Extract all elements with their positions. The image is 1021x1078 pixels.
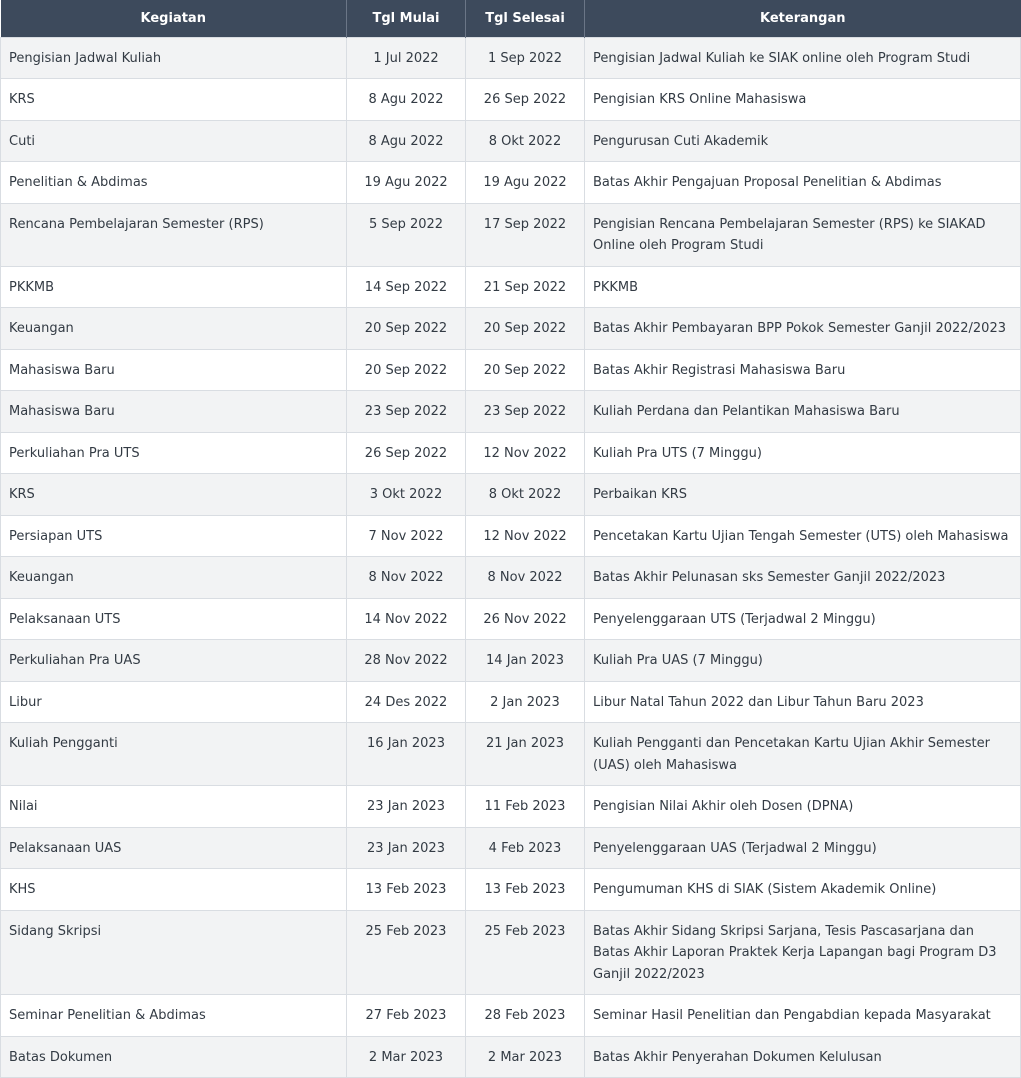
table-row — [1, 598, 1021, 640]
cell-keterangan: Batas Akhir Pelunasan sks Semester Ganjil 2022/2023 — [585, 557, 1021, 599]
table-row — [1, 910, 1021, 995]
table-row — [1, 391, 1021, 433]
cell-kegiatan: KRS — [1, 79, 347, 121]
cell-keterangan: Batas Akhir Pembayaran BPP Pokok Semester Ganjil 2022/2023 — [585, 308, 1021, 350]
cell-tgl-mulai: 23 Jan 2023 — [347, 827, 466, 869]
cell-keterangan: Batas Akhir Pengajuan Proposal Penelitian & Abdimas — [585, 162, 1021, 204]
cell-keterangan: Kuliah Perdana dan Pelantikan Mahasiswa Baru — [585, 391, 1021, 433]
cell-tgl-mulai: 14 Nov 2022 — [347, 598, 466, 640]
cell-keterangan: Batas Akhir Penyerahan Dokumen Kelulusan — [585, 1036, 1021, 1078]
table-row — [1, 786, 1021, 828]
cell-tgl-mulai: 20 Sep 2022 — [347, 349, 466, 391]
cell-tgl-selesai: 20 Sep 2022 — [466, 308, 585, 350]
cell-kegiatan: Keuangan — [1, 557, 347, 599]
table-row — [1, 640, 1021, 682]
cell-kegiatan: Perkuliahan Pra UAS — [1, 640, 347, 682]
cell-keterangan: Pengisian KRS Online Mahasiswa — [585, 79, 1021, 121]
cell-kegiatan: Seminar Penelitian & Abdimas — [1, 995, 347, 1037]
cell-kegiatan: Perkuliahan Pra UTS — [1, 432, 347, 474]
cell-tgl-selesai: 12 Nov 2022 — [466, 432, 585, 474]
cell-keterangan: Batas Akhir Sidang Skripsi Sarjana, Tesis Pascasarjana dan Batas Akhir Laporan Praktek Kerja Lapangan bagi Program D3 Ganjil 2022/2023 — [585, 910, 1021, 995]
cell-tgl-mulai: 28 Nov 2022 — [347, 640, 466, 682]
cell-tgl-selesai: 8 Okt 2022 — [466, 474, 585, 516]
table-row — [1, 162, 1021, 204]
header-keterangan: Keterangan — [585, 0, 1021, 37]
cell-keterangan: Penyelenggaraan UTS (Terjadwal 2 Minggu) — [585, 598, 1021, 640]
table-row — [1, 120, 1021, 162]
cell-tgl-selesai: 4 Feb 2023 — [466, 827, 585, 869]
cell-tgl-selesai: 2 Jan 2023 — [466, 681, 585, 723]
cell-kegiatan: Nilai — [1, 786, 347, 828]
cell-kegiatan: Mahasiswa Baru — [1, 391, 347, 433]
table-row — [1, 869, 1021, 911]
cell-tgl-selesai: 14 Jan 2023 — [466, 640, 585, 682]
cell-tgl-mulai: 20 Sep 2022 — [347, 308, 466, 350]
table-row — [1, 266, 1021, 308]
cell-tgl-selesai: 21 Jan 2023 — [466, 723, 585, 786]
table-row — [1, 1036, 1021, 1078]
cell-tgl-selesai: 1 Sep 2022 — [466, 37, 585, 79]
header-row — [1, 0, 1021, 37]
cell-keterangan: Perbaikan KRS — [585, 474, 1021, 516]
cell-tgl-selesai: 12 Nov 2022 — [466, 515, 585, 557]
cell-tgl-mulai: 1 Jul 2022 — [347, 37, 466, 79]
cell-tgl-mulai: 23 Sep 2022 — [347, 391, 466, 433]
cell-tgl-selesai: 19 Agu 2022 — [466, 162, 585, 204]
cell-tgl-mulai: 23 Jan 2023 — [347, 786, 466, 828]
header-tgl-mulai: Tgl Mulai — [347, 0, 466, 37]
cell-keterangan: Batas Akhir Registrasi Mahasiswa Baru — [585, 349, 1021, 391]
cell-keterangan: Pengisian Nilai Akhir oleh Dosen (DPNA) — [585, 786, 1021, 828]
cell-tgl-mulai: 8 Agu 2022 — [347, 120, 466, 162]
table-row — [1, 557, 1021, 599]
cell-kegiatan: Sidang Skripsi — [1, 910, 347, 995]
cell-tgl-selesai: 21 Sep 2022 — [466, 266, 585, 308]
cell-kegiatan: Penelitian & Abdimas — [1, 162, 347, 204]
table-row — [1, 79, 1021, 121]
cell-tgl-mulai: 3 Okt 2022 — [347, 474, 466, 516]
cell-kegiatan: Pelaksanaan UTS — [1, 598, 347, 640]
cell-tgl-mulai: 8 Agu 2022 — [347, 79, 466, 121]
header-tgl-selesai: Tgl Selesai — [466, 0, 585, 37]
header-kegiatan: Kegiatan — [1, 0, 347, 37]
table-header — [1, 0, 1021, 37]
table-row — [1, 308, 1021, 350]
cell-kegiatan: Kuliah Pengganti — [1, 723, 347, 786]
cell-keterangan: PKKMB — [585, 266, 1021, 308]
cell-keterangan: Seminar Hasil Penelitian dan Pengabdian kepada Masyarakat — [585, 995, 1021, 1037]
table-row — [1, 37, 1021, 79]
cell-keterangan: Libur Natal Tahun 2022 dan Libur Tahun Baru 2023 — [585, 681, 1021, 723]
cell-keterangan: Pengumuman KHS di SIAK (Sistem Akademik Online) — [585, 869, 1021, 911]
cell-kegiatan: Pelaksanaan UAS — [1, 827, 347, 869]
cell-tgl-mulai: 14 Sep 2022 — [347, 266, 466, 308]
cell-kegiatan: Mahasiswa Baru — [1, 349, 347, 391]
cell-kegiatan: Rencana Pembelajaran Semester (RPS) — [1, 203, 347, 266]
table-row — [1, 349, 1021, 391]
cell-kegiatan: Persiapan UTS — [1, 515, 347, 557]
cell-keterangan: Kuliah Pengganti dan Pencetakan Kartu Ujian Akhir Semester (UAS) oleh Mahasiswa — [585, 723, 1021, 786]
cell-keterangan: Kuliah Pra UAS (7 Minggu) — [585, 640, 1021, 682]
table-row — [1, 827, 1021, 869]
table-row — [1, 723, 1021, 786]
cell-keterangan: Pengisian Rencana Pembelajaran Semester (RPS) ke SIAKAD Online oleh Program Studi — [585, 203, 1021, 266]
cell-kegiatan: Cuti — [1, 120, 347, 162]
cell-tgl-selesai: 23 Sep 2022 — [466, 391, 585, 433]
cell-kegiatan: PKKMB — [1, 266, 347, 308]
cell-tgl-selesai: 8 Okt 2022 — [466, 120, 585, 162]
cell-tgl-selesai: 8 Nov 2022 — [466, 557, 585, 599]
table-row — [1, 681, 1021, 723]
cell-tgl-selesai: 17 Sep 2022 — [466, 203, 585, 266]
table-row — [1, 995, 1021, 1037]
cell-kegiatan: KHS — [1, 869, 347, 911]
cell-tgl-selesai: 20 Sep 2022 — [466, 349, 585, 391]
cell-tgl-mulai: 7 Nov 2022 — [347, 515, 466, 557]
cell-tgl-selesai: 26 Nov 2022 — [466, 598, 585, 640]
table-row — [1, 474, 1021, 516]
cell-tgl-selesai: 11 Feb 2023 — [466, 786, 585, 828]
table-row — [1, 515, 1021, 557]
cell-tgl-mulai: 24 Des 2022 — [347, 681, 466, 723]
table-row — [1, 203, 1021, 266]
cell-keterangan: Kuliah Pra UTS (7 Minggu) — [585, 432, 1021, 474]
cell-tgl-selesai: 25 Feb 2023 — [466, 910, 585, 995]
cell-tgl-selesai: 2 Mar 2023 — [466, 1036, 585, 1078]
cell-kegiatan: Libur — [1, 681, 347, 723]
cell-kegiatan: Pengisian Jadwal Kuliah — [1, 37, 347, 79]
cell-keterangan: Penyelenggaraan UAS (Terjadwal 2 Minggu) — [585, 827, 1021, 869]
cell-keterangan: Pencetakan Kartu Ujian Tengah Semester (UTS) oleh Mahasiswa — [585, 515, 1021, 557]
cell-tgl-mulai: 16 Jan 2023 — [347, 723, 466, 786]
cell-tgl-mulai: 27 Feb 2023 — [347, 995, 466, 1037]
cell-tgl-mulai: 2 Mar 2023 — [347, 1036, 466, 1078]
table-body — [1, 37, 1021, 1078]
cell-tgl-mulai: 26 Sep 2022 — [347, 432, 466, 474]
cell-tgl-selesai: 26 Sep 2022 — [466, 79, 585, 121]
cell-keterangan: Pengisian Jadwal Kuliah ke SIAK online oleh Program Studi — [585, 37, 1021, 79]
cell-tgl-selesai: 13 Feb 2023 — [466, 869, 585, 911]
cell-tgl-selesai: 28 Feb 2023 — [466, 995, 585, 1037]
cell-tgl-mulai: 8 Nov 2022 — [347, 557, 466, 599]
cell-tgl-mulai: 13 Feb 2023 — [347, 869, 466, 911]
cell-tgl-mulai: 5 Sep 2022 — [347, 203, 466, 266]
table-row — [1, 432, 1021, 474]
cell-tgl-mulai: 19 Agu 2022 — [347, 162, 466, 204]
cell-kegiatan: Keuangan — [1, 308, 347, 350]
cell-kegiatan: KRS — [1, 474, 347, 516]
cell-keterangan: Pengurusan Cuti Akademik — [585, 120, 1021, 162]
cell-kegiatan: Batas Dokumen — [1, 1036, 347, 1078]
cell-tgl-mulai: 25 Feb 2023 — [347, 910, 466, 995]
